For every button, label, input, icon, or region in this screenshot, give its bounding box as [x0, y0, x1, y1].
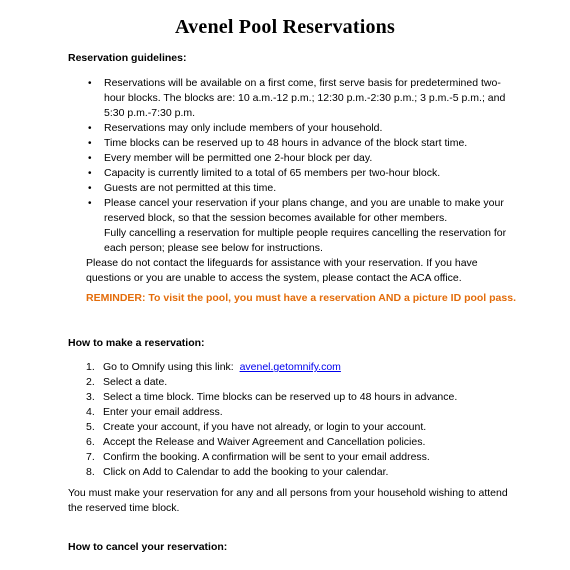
- reminder-text: REMINDER: To visit the pool, you must have a reservation AND a picture ID pool pass.: [86, 292, 516, 304]
- page-title: Avenel Pool Reservations: [175, 16, 395, 38]
- step-number: 2.: [86, 376, 95, 388]
- list-item: [68, 420, 508, 435]
- bullet-icon: •: [88, 183, 92, 194]
- step-number: 1.: [86, 361, 95, 373]
- list-item: [68, 405, 508, 420]
- bullet-icon: •: [88, 168, 92, 179]
- list-item: • Guests are not permitted at this time.: [88, 182, 277, 194]
- step-number: 8.: [86, 466, 95, 478]
- guidelines-list: [68, 76, 508, 256]
- list-item: • Reservations may only include members of your household.: [88, 122, 383, 134]
- bullet-icon: •: [88, 138, 92, 149]
- step-text: Select a date.: [103, 376, 168, 388]
- bullet-icon: •: [88, 78, 92, 89]
- list-item: [68, 375, 508, 390]
- bullet-icon: •: [88, 153, 92, 164]
- list-item: [68, 390, 508, 405]
- lifeguard-note: Please do not contact the lifeguards for assistance with your reservation. If you have questions or you are unable to access the system, please contact the ACA office.: [86, 257, 478, 284]
- step-text: Select a time block. Time blocks can be reserved up to 48 hours in advance.: [103, 391, 458, 403]
- list-item: [68, 435, 508, 450]
- list-item: • Every member will be permitted one 2-hour block per day.: [88, 152, 373, 164]
- step-text: Confirm the booking. A confirmation will be sent to your email address.: [103, 451, 430, 463]
- make-reservation-heading: How to make a reservation:: [68, 337, 205, 349]
- list-item: • Please cancel your reservation if your plans change, and you are unable to make your reserved block, so that the session becomes available for other members. Fully cancelling a reservation for multiple people requires cancelling the reservation for each person; please see below for instructions.: [88, 197, 507, 254]
- step-number: 3.: [86, 391, 95, 403]
- step-text: Go to Omnify using this link:: [103, 361, 240, 373]
- list-item: • Reservations will be available on a first come, first serve basis for predetermined two- hour blocks. The blocks are: 10 a.m.-12 p.m.; 12:30 p.m.-2:30 p.m.; 3 p.m.-5 p.m.; and 5:30 p.m.-7:30 p.m.: [88, 77, 506, 119]
- omnify-link[interactable]: avenel.getomnify.com: [239, 361, 341, 373]
- list-item: • Time blocks can be reserved up to 48 hours in advance of the block start time.: [88, 137, 468, 149]
- guidelines-heading: Reservation guidelines:: [68, 52, 187, 64]
- cancel-reservation-heading: How to cancel your reservation:: [68, 541, 228, 553]
- list-item: [68, 360, 508, 375]
- list-item: [68, 465, 508, 480]
- step-number: 4.: [86, 406, 95, 418]
- household-note: You must make your reservation for any and all persons from your household wishing to attend the reserved time block.: [68, 487, 508, 514]
- list-item: [68, 450, 508, 465]
- list-item: • Capacity is currently limited to a total of 65 members per two-hour block.: [88, 167, 441, 179]
- make-reservation-steps: [68, 360, 508, 480]
- step-number: 6.: [86, 436, 95, 448]
- step-number: 5.: [86, 421, 95, 433]
- step-text: Enter your email address.: [103, 406, 223, 418]
- step-text: Click on Add to Calendar to add the booking to your calendar.: [103, 466, 389, 478]
- step-text: Create your account, if you have not already, or login to your account.: [103, 421, 427, 433]
- step-number: 7.: [86, 451, 95, 463]
- step-text: Accept the Release and Waiver Agreement and Cancellation policies.: [103, 436, 426, 448]
- bullet-icon: •: [88, 123, 92, 134]
- bullet-icon: •: [88, 198, 92, 209]
